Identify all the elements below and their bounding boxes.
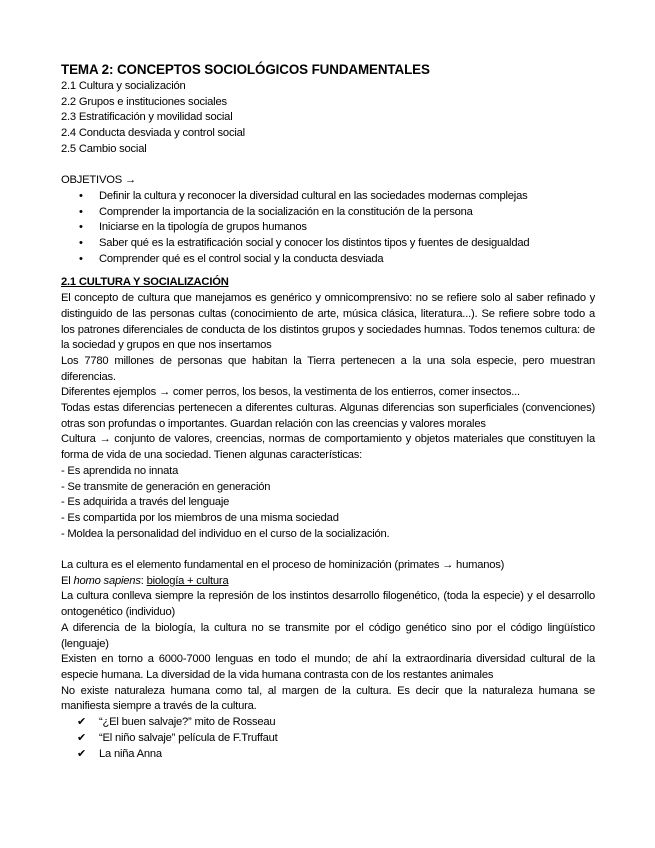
bullet-icon: •: [79, 221, 83, 234]
characteristics-list: [61, 464, 595, 543]
paragraph: Diferentes ejemplos → comer perros, los besos, la vestimenta de los entierros, comer insectos...: [61, 386, 520, 399]
document-page: [61, 61, 595, 762]
homo-sapiens-line: [61, 574, 595, 590]
example-item: [61, 715, 595, 731]
homo-sapiens-term: homo sapiens: [73, 574, 141, 587]
biology-culture-term: biología + cultura: [146, 574, 229, 587]
objective-item: [61, 205, 595, 221]
examples-list: [61, 715, 595, 762]
spacer: [61, 158, 595, 174]
bullet-icon: •: [79, 252, 83, 265]
paragraph: Todas estas diferencias pertenecen a diferentes culturas. Algunas diferencias son superficiales (convenciones) otras son profundas o importantes. Guardan relación con las creencias y valores morales: [61, 402, 595, 430]
bullet-icon: •: [79, 189, 83, 202]
objective-text: Comprender la importancia de la socialización en la constitución de la persona: [99, 205, 473, 218]
example-text: La niña Anna: [99, 747, 162, 760]
bullet-icon: •: [79, 237, 83, 250]
characteristic-item: - Se transmite de generación en generación: [61, 480, 271, 493]
paragraph: No existe naturaleza humana como tal, al margen de la cultura. Es decir que la naturaleza humana se manifiesta siempre a través de la cultura.: [61, 684, 595, 713]
characteristic-item: - Es compartida por los miembros de una misma sociedad: [61, 511, 339, 524]
example-text: “¿El buen salvaje?” mito de Rosseau: [99, 716, 276, 729]
objective-item: [61, 236, 595, 252]
objective-text: Iniciarse en la tipología de grupos humanos: [99, 221, 307, 234]
example-text: “El niño salvaje” película de F.Truffaut: [99, 731, 278, 744]
paragraph: Existen en torno a 6000-7000 lenguas en todo el mundo; de ahí la extraordinaria diversidad cultural de la especie humana. La diversidad de la vida humana contrasta con de los restantes animales: [61, 653, 595, 681]
toc-item: 2.3 Estratificación y movilidad social: [61, 111, 233, 124]
table-of-contents: [61, 79, 595, 158]
toc-item: 2.5 Cambio social: [61, 142, 147, 155]
objective-item: [61, 189, 595, 205]
paragraph: Cultura → conjunto de valores, creencias, normas de comportamiento y objetos materiales que constituyen la forma de vida de una sociedad. Tienen algunas características:: [61, 433, 595, 462]
characteristic-item: - Moldea la personalidad del individuo en el curso de la socialización.: [61, 527, 390, 540]
objective-text: Definir la cultura y reconocer la diversidad cultural en las sociedades modernas complejas: [99, 189, 528, 202]
toc-item: 2.1 Cultura y socialización: [61, 80, 186, 92]
example-item: [61, 747, 595, 763]
objective-text: Saber qué es la estratificación social y conocer los distintos tipos y fuentes de desigualdad: [99, 237, 530, 250]
objectives-label: OBJETIVOS →: [61, 174, 136, 187]
objective-item: [61, 252, 595, 268]
objective-text: Comprender qué es el control social y la conducta desviada: [99, 252, 384, 265]
spacer: [61, 267, 595, 275]
paragraph: Los 7780 millones de personas que habitan la Tierra pertenecen a la una sola especie, pero muestran diferencias.: [61, 354, 595, 383]
objectives-list: [61, 189, 595, 268]
toc-item: 2.2 Grupos e instituciones sociales: [61, 95, 227, 108]
checkmark-icon: ✔: [77, 731, 87, 744]
example-item: [61, 731, 595, 747]
bullet-icon: •: [79, 205, 83, 218]
homo-prefix: El: [61, 574, 74, 587]
spacer: [61, 542, 595, 558]
objective-item: [61, 220, 595, 236]
paragraph: La cultura es el elemento fundamental en el proceso de hominización (primates → humanos): [61, 559, 505, 572]
characteristic-item: - Es adquirida a través del lenguaje: [61, 496, 230, 509]
characteristic-item: - Es aprendida no innata: [61, 464, 179, 477]
section-heading: 2.1 CULTURA Y SOCIALIZACIÓN: [61, 276, 229, 289]
paragraph: A diferencia de la biología, la cultura no se transmite por el código genético sino por el código lingüístico (lenguaje): [61, 621, 595, 650]
paragraph: La cultura conlleva siempre la represión de los instintos desarrollo filogenético, (toda la especie) y el desarrollo ontogenético (individuo): [61, 590, 595, 619]
paragraph: El concepto de cultura que manejamos es genérico y omnicomprensivo: no se refiere solo al saber refinado y distinguido de las personas cultas (conocimiento de arte, música clásica, literatura...). Se refiere sobre todo a los patrones diferenciales de conducta de los distintos grupos y sociedades humnas. Todos tenemos cultura: de la sociedad y grupos en que nos insertamos: [61, 292, 595, 352]
homo-colon: :: [140, 574, 147, 587]
checkmark-icon: ✔: [77, 716, 87, 729]
document-title: TEMA 2: CONCEPTOS SOCIOLÓGICOS FUNDAMENTALES: [61, 62, 430, 77]
checkmark-icon: ✔: [77, 747, 87, 760]
toc-item: 2.4 Conducta desviada y control social: [61, 127, 245, 140]
